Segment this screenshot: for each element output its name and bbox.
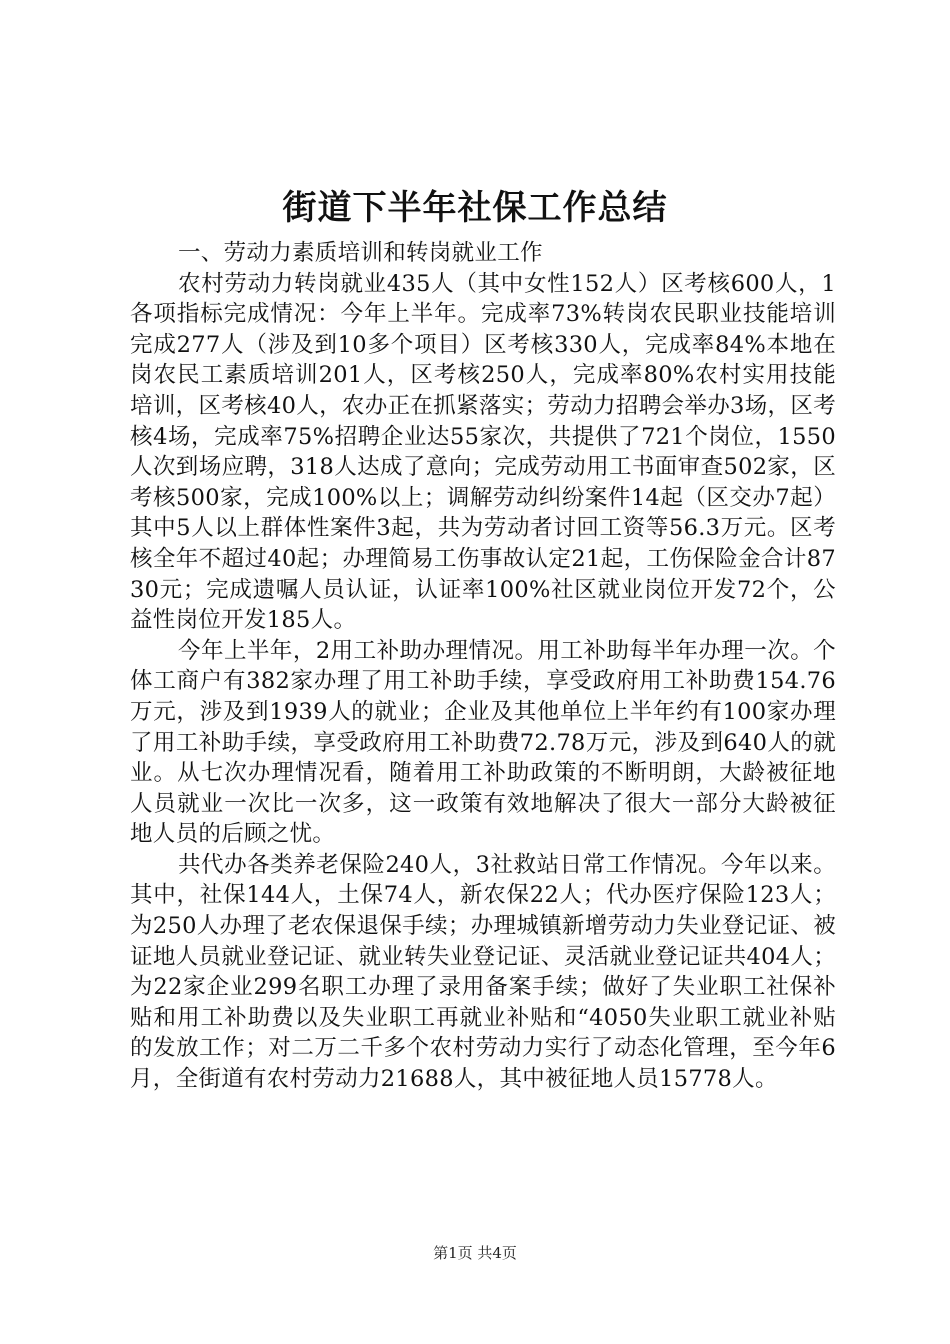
section-heading: 一、劳动力素质培训和转岗就业工作	[178, 240, 543, 266]
document-body	[130, 238, 836, 1095]
paragraph-social-security-station: 共代办各类养老保险240人，3社救站日常工作情况。今年以来。其中，社保144人，土保74人，新农保22人；代办医疗保险123人；为250人办理了老农保退保手续；办理城镇新增劳动力失业登记证、被证地人员就业登记证、就业转失业登记证、灵活就业登记证共404人；为22家企业299名职工办理了录用备案手续；做好了失业职工社保补贴和用工补助费以及失业职工再就业补贴和“4050失业职工就业补贴的发放工作；对二万二千多个农村劳动力实行了动态化管理，至今年6月，全街道有农村劳动力21688人，其中被征地人员15778人。	[130, 851, 836, 1093]
document-title: 街道下半年社保工作总结	[282, 188, 668, 228]
page-footer: 第1页 共4页	[433, 1244, 517, 1262]
paragraph-labor-subsidy: 今年上半年，2用工补助办理情况。用工补助每半年办理一次。个体工商户有382家办理了用工补助手续，享受政府用工补助费154.76万元，涉及到1939人的就业；企业及其他单位上半年约有100家办理了用工补助手续，享受政府用工补助费72.78万元，涉及到640人的就业。从七次办理情况看，随着用工补助政策的不断明朗，大龄被征地人员就业一次比一次多，这一政策有效地解决了很大一部分大龄被征地人员的后顾之忧。	[130, 637, 836, 848]
paragraph-training-employment: 农村劳动力转岗就业435人（其中女性152人）区考核600人，1各项指标完成情况：今年上半年。完成率73%转岗农民职业技能培训完成277人（涉及到10多个项目）区考核330人，完成率84%本地在岗农民工素质培训201人，区考核250人，完成率80%农村实用技能培训，区考核40人，农办正在抓紧落实；劳动力招聘会举办3场，区考核4场，完成率75%招聘企业达55家次，共提供了721个岗位，1550人次到场应聘，318人达成了意向；完成劳动用工书面审查502家，区考核500家，完成100%以上；调解劳动纠纷案件14起（区交办7起）其中5人以上群体性案件3起，共为劳动者讨回工资等56.3万元。区考核全年不超过40起；办理简易工伤事故认定21起，工伤保险金合计8730元；完成遗嘱人员认证，认证率100%社区就业岗位开发72个，公益性岗位开发185人。	[130, 270, 836, 634]
